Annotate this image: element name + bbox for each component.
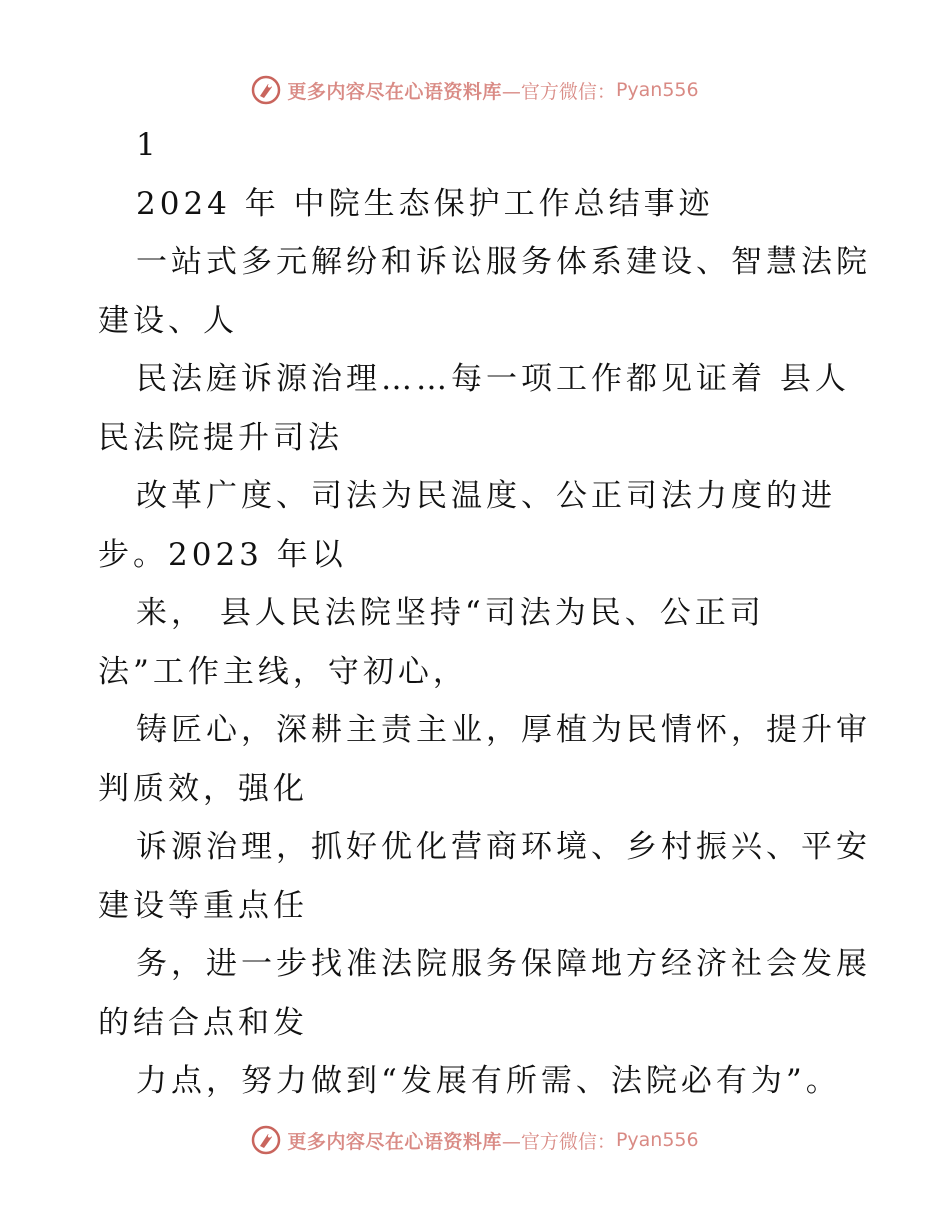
- pen-nib-circle-icon: [251, 75, 281, 105]
- document-line: 法”工作主线，守初心，: [98, 653, 468, 690]
- document-line: 1: [136, 127, 160, 163]
- document-line: 民法庭诉源治理……每一项工作都见证着 县人: [136, 361, 850, 397]
- watermark-handle: Pyan556: [615, 1129, 699, 1151]
- document-line: 改革广度、司法为民温度、公正司法力度的进: [136, 478, 836, 514]
- watermark-header: [0, 70, 950, 110]
- document-line: 建设、人: [98, 302, 238, 339]
- document-line: 建设等重点任: [98, 887, 308, 924]
- document-body: [98, 116, 871, 1111]
- document-line: 诉源治理，抓好优化营商环境、乡村振兴、平安: [136, 829, 871, 865]
- pen-nib-circle-icon: [251, 1125, 281, 1155]
- watermark-separator: —官方微信：: [501, 1130, 616, 1153]
- watermark-footer: [0, 1120, 950, 1160]
- document-line: 的结合点和发: [98, 1004, 308, 1041]
- watermark-brand: 更多内容尽在心语资料库: [287, 80, 502, 103]
- document-line: 民法院提升司法: [98, 419, 343, 456]
- document-line: 铸匠心，深耕主责主业，厚植为民情怀，提升审: [136, 712, 871, 748]
- watermark-brand: 更多内容尽在心语资料库: [287, 1130, 502, 1153]
- document-line: 判质效，强化: [98, 770, 308, 807]
- watermark-separator: —官方微信：: [501, 80, 616, 103]
- document-line: 一站式多元解纷和诉讼服务体系建设、智慧法院: [136, 244, 871, 280]
- watermark-handle: Pyan556: [615, 79, 699, 101]
- document-line: 务，进一步找准法院服务保障地方经济社会发展: [136, 946, 871, 982]
- document-line: 力点，努力做到“发展有所需、法院必有为”。: [136, 1063, 841, 1099]
- document-title: 2024 年 中院生态保护工作总结事迹: [136, 185, 714, 222]
- document-line: 来， 县人民法院坚持“司法为民、公正司: [136, 595, 765, 631]
- document-line: 步。2023 年以: [98, 536, 347, 573]
